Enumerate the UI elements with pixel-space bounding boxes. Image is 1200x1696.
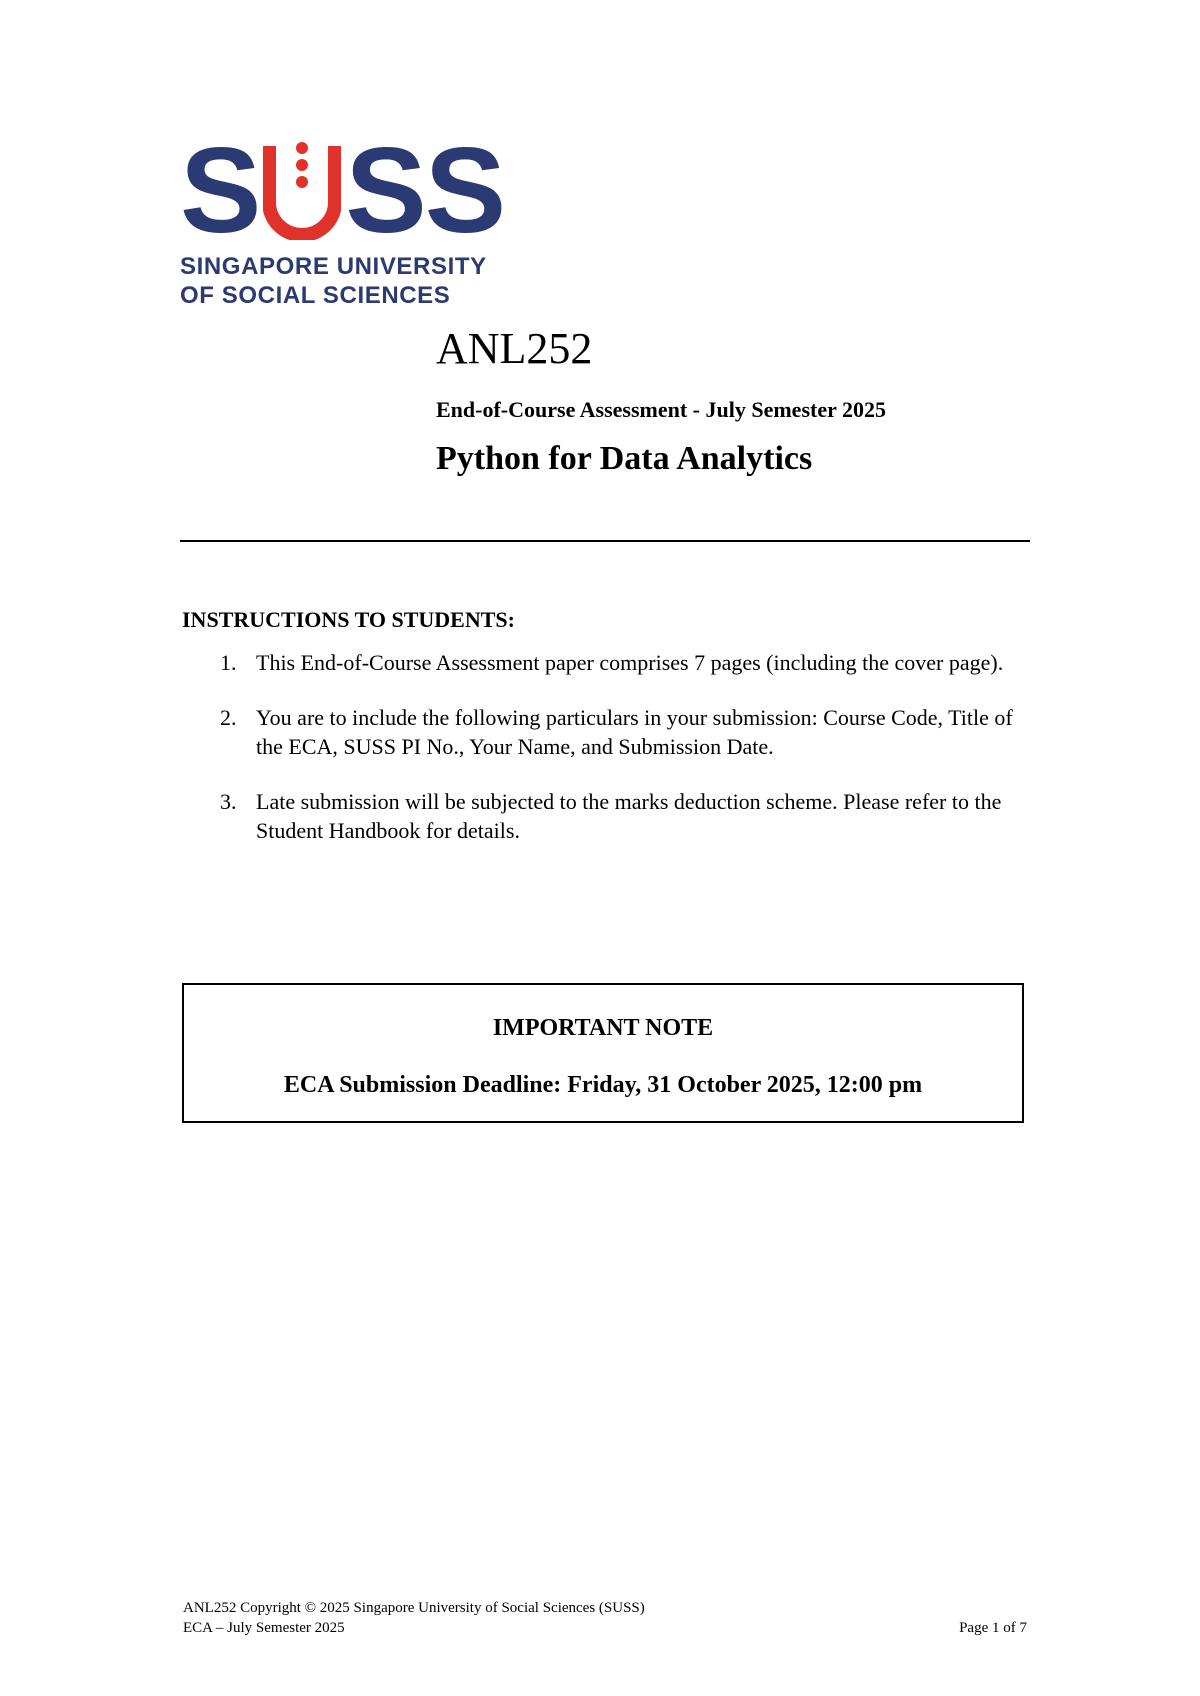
assessment-subtitle: End-of-Course Assessment - July Semester 2025: [436, 397, 886, 422]
logo-letter-u: [263, 140, 341, 240]
list-item: [220, 648, 1030, 677]
list-item-number: 3.: [220, 789, 237, 814]
list-item-text: Late submission will be subjected to the marks deduction scheme. Please refer to the Student Handbook for details.: [256, 789, 1002, 843]
page-footer: [183, 1598, 1027, 1638]
list-item-text: This End-of-Course Assessment paper comprises 7 pages (including the cover page).: [256, 650, 1004, 675]
footer-row: [183, 1618, 1027, 1638]
logo-letter-s-2: S: [345, 122, 425, 258]
course-code: ANL252: [436, 324, 593, 373]
important-note-box: [182, 983, 1024, 1123]
footer-copyright: ANL252 Copyright © 2025 Singapore University of Social Sciences (SUSS): [183, 1600, 645, 1616]
list-item-number: 1.: [220, 650, 237, 675]
logo-wordmark: [180, 122, 510, 258]
instructions-list: [220, 648, 1030, 871]
list-item-text: You are to include the following particulars in your submission: Course Code, Title of the ECA, SUSS PI No., Your Name, and Submission Date.: [256, 705, 1013, 759]
list-item-number: 2.: [220, 705, 237, 730]
instructions-heading: INSTRUCTIONS TO STUDENTS:: [182, 607, 515, 632]
list-item: [220, 787, 1030, 845]
submission-deadline: ECA Submission Deadline: Friday, 31 October 2025, 12:00 pm: [283, 1072, 923, 1098]
logo-letter-s-3: S: [424, 122, 505, 258]
logo-subtitle-line2: OF SOCIAL SCIENCES: [180, 282, 451, 309]
list-item: [220, 703, 1030, 761]
horizontal-rule: [180, 540, 1030, 542]
important-note-title: IMPORTANT NOTE: [492, 1015, 714, 1041]
suss-logo: [180, 122, 510, 310]
course-title: Python for Data Analytics: [436, 440, 813, 477]
footer-eca: ECA – July Semester 2025: [183, 1620, 345, 1636]
logo-letter-s: S: [180, 122, 260, 258]
page-number: Page 1 of 7: [959, 1620, 1027, 1636]
logo-subtitle-line1: SINGAPORE UNIVERSITY: [180, 253, 487, 280]
